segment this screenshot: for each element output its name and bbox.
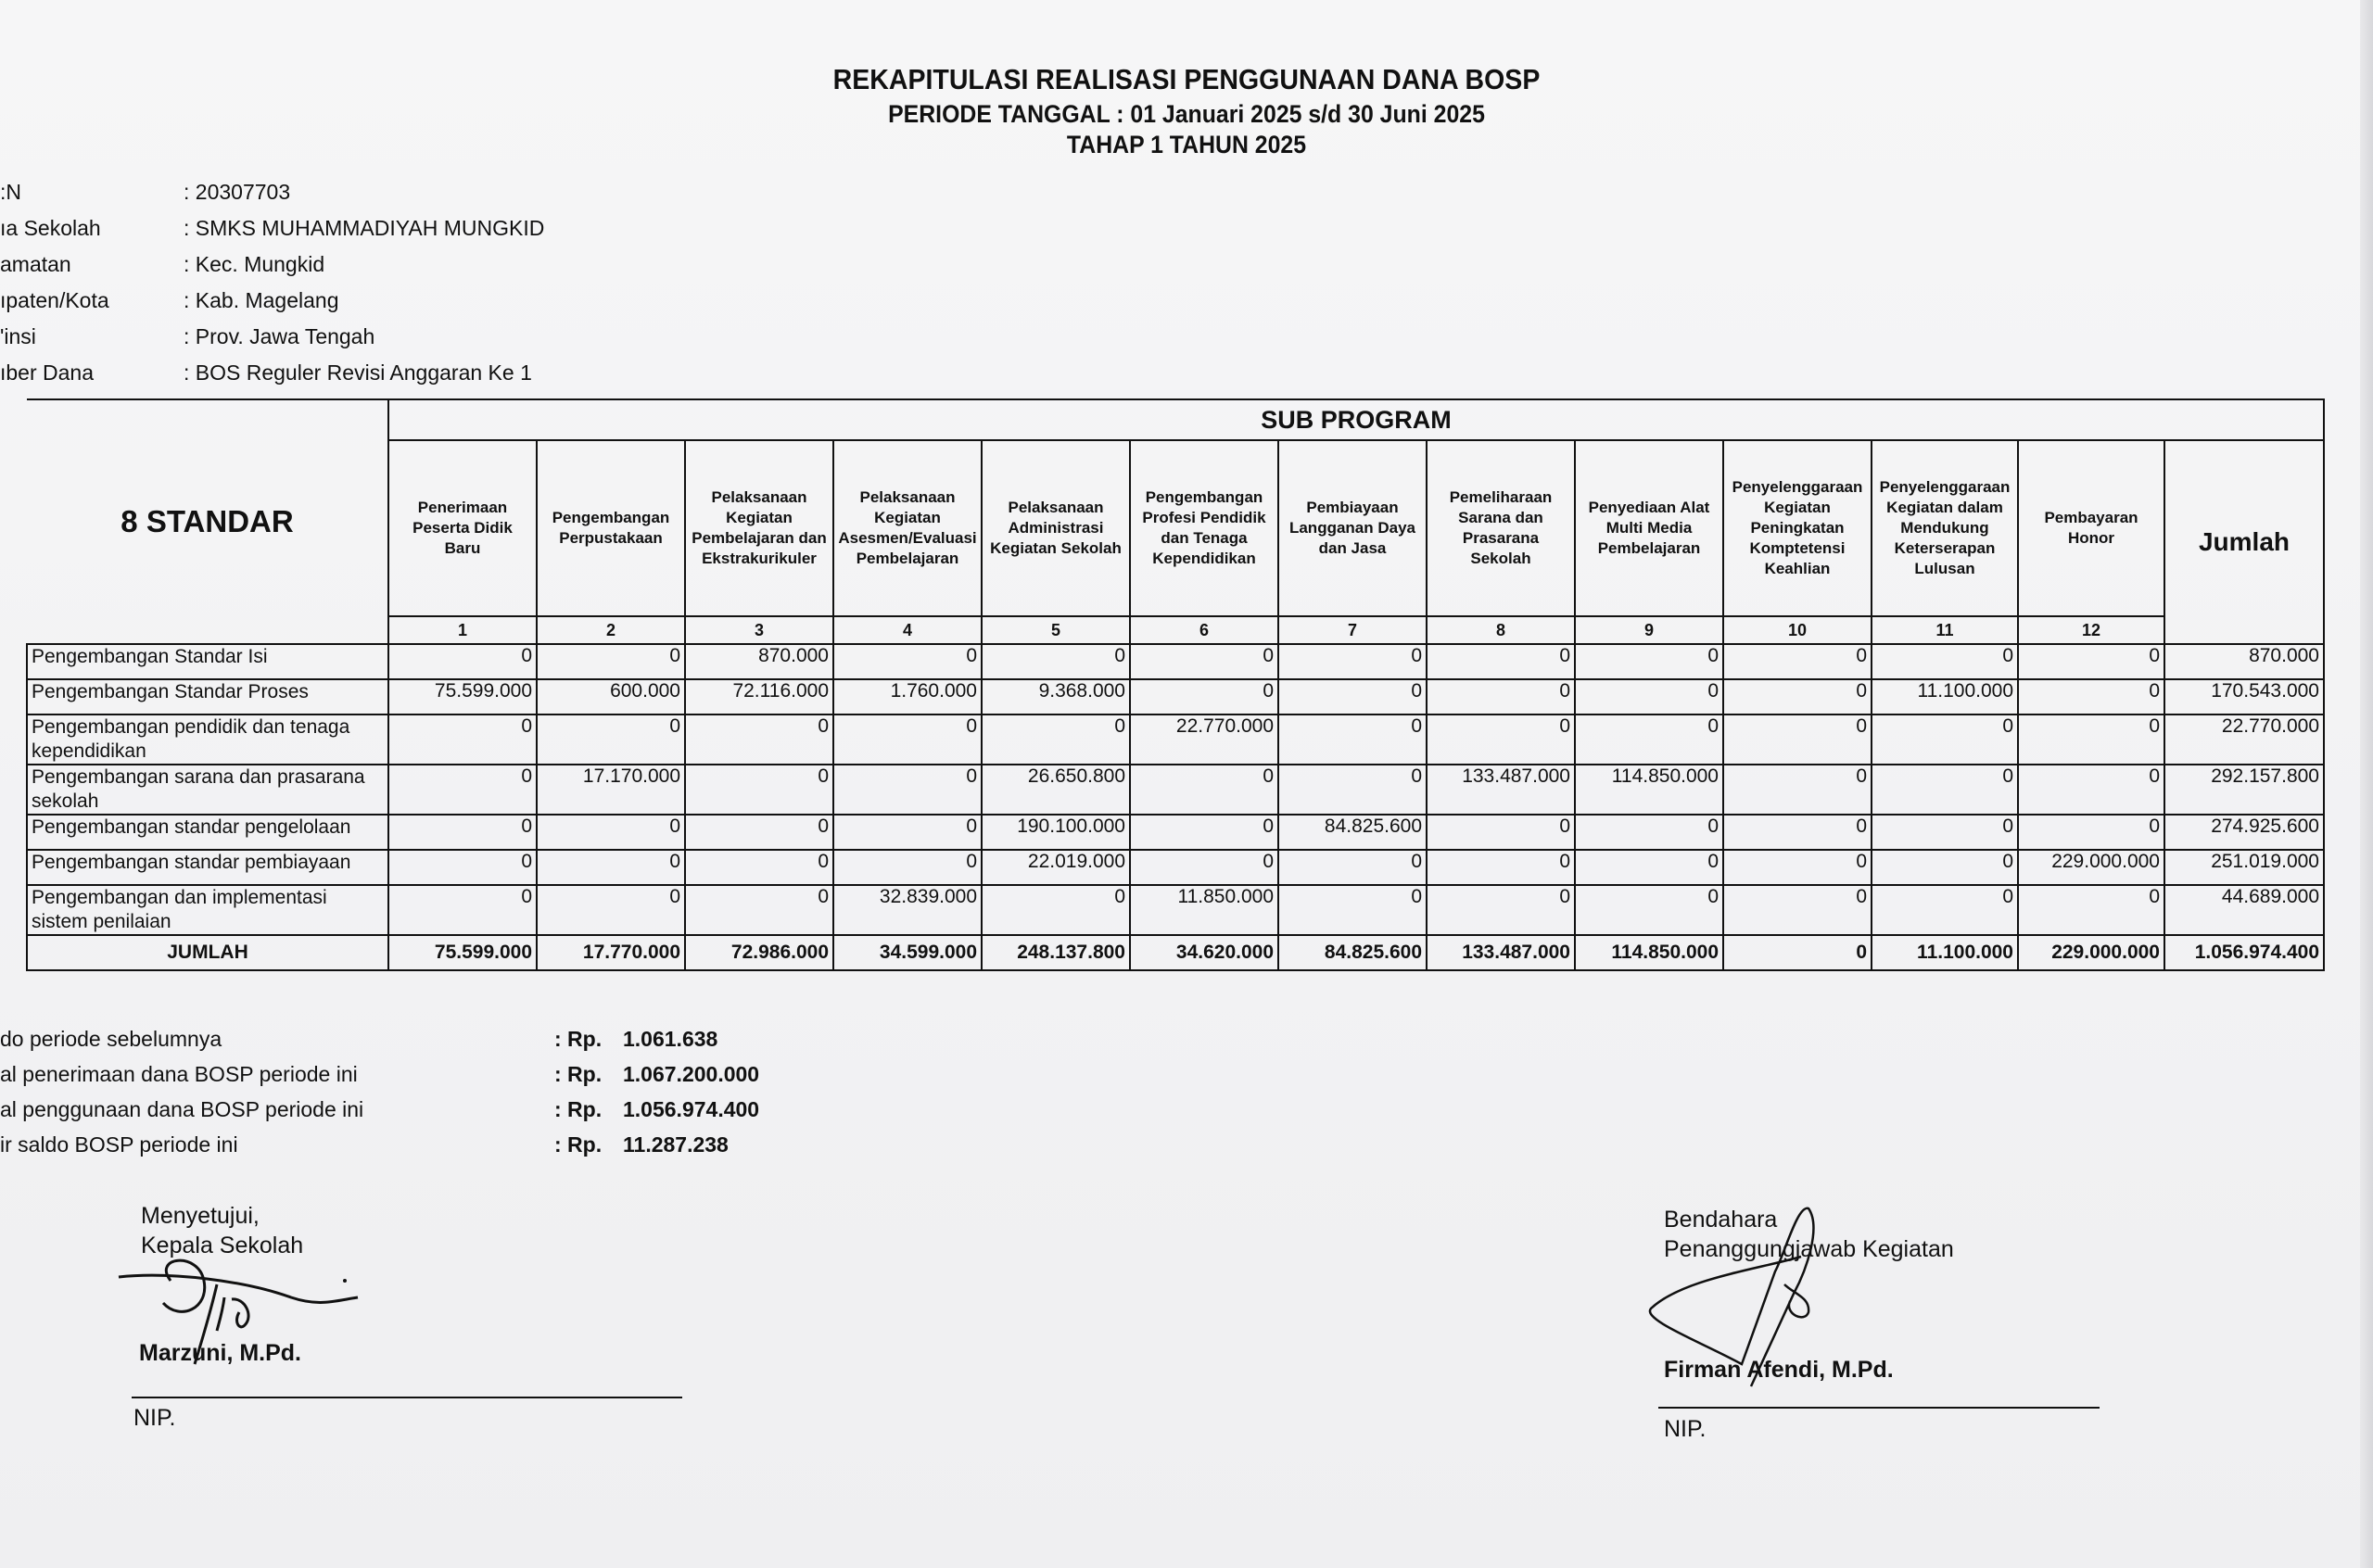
row-total: 251.019.000: [2164, 850, 2324, 885]
cell-value: 0: [685, 765, 833, 815]
cell-value: 0: [1723, 679, 1872, 714]
cell-value: 870.000: [685, 644, 833, 679]
cell-value: 17.170.000: [537, 765, 685, 815]
signatory-nip: NIP.: [133, 1405, 176, 1431]
column-header-12: Pembayaran Honor: [2018, 440, 2164, 616]
cell-value: 11.100.000: [1872, 679, 2018, 714]
cell-value: 0: [1427, 850, 1575, 885]
cell-value: 0: [1575, 679, 1723, 714]
column-header-9: Penyediaan Alat Multi Media Pembelajaran: [1575, 440, 1723, 616]
info-label: ıpaten/Kota: [0, 288, 109, 312]
cell-value: 229.000.000: [2018, 850, 2164, 885]
cell-value: 0: [2018, 714, 2164, 765]
column-total: 34.620.000: [1130, 935, 1278, 970]
column-number-1: 1: [388, 616, 537, 644]
cell-value: 0: [388, 765, 537, 815]
summary-label: ir saldo BOSP periode ini: [0, 1132, 238, 1157]
cell-value: 72.116.000: [685, 679, 833, 714]
summary-value: 11.287.238: [623, 1132, 729, 1157]
cell-value: 0: [388, 815, 537, 850]
column-total: 0: [1723, 935, 1872, 970]
column-number-8: 8: [1427, 616, 1575, 644]
summary-label: al penerimaan dana BOSP periode ini: [0, 1062, 358, 1086]
row-total: 22.770.000: [2164, 714, 2324, 765]
column-number-12: 12: [2018, 616, 2164, 644]
column-number-7: 7: [1278, 616, 1427, 644]
cell-value: 190.100.000: [982, 815, 1130, 850]
cell-value: 22.019.000: [982, 850, 1130, 885]
cell-value: 0: [2018, 765, 2164, 815]
cell-value: 0: [1872, 714, 2018, 765]
column-header-5: Pelaksanaan Administrasi Kegiatan Sekolah: [982, 440, 1130, 616]
cell-value: 0: [833, 850, 982, 885]
column-header-7: Pembiayaan Langganan Daya dan Jasa: [1278, 440, 1427, 616]
cell-value: 0: [1130, 815, 1278, 850]
column-total: 11.100.000: [1872, 935, 2018, 970]
column-header-3: Pelaksanaan Kegiatan Pembelajaran dan Ekstrakurikuler: [685, 440, 833, 616]
document-stage: TAHAP 1 TAHUN 2025: [1066, 131, 1307, 158]
cell-value: 22.770.000: [1130, 714, 1278, 765]
info-label: ıa Sekolah: [0, 216, 101, 240]
column-total: 17.770.000: [537, 935, 685, 970]
row-label: Pengembangan pendidik dan tenaga kependidikan: [27, 714, 388, 765]
cell-value: 0: [1872, 765, 2018, 815]
row-total: 44.689.000: [2164, 885, 2324, 935]
row-label: Pengembangan Standar Isi: [27, 644, 388, 679]
cell-value: 0: [1278, 850, 1427, 885]
cell-value: 0: [1872, 850, 2018, 885]
cell-value: 0: [1278, 644, 1427, 679]
cell-value: 0: [2018, 815, 2164, 850]
cell-value: 26.650.800: [982, 765, 1130, 815]
info-value: : Kab. Magelang: [184, 288, 339, 312]
column-number-3: 3: [685, 616, 833, 644]
cell-value: 0: [833, 714, 982, 765]
column-total: 34.599.000: [833, 935, 982, 970]
column-number-5: 5: [982, 616, 1130, 644]
cell-value: 0: [1427, 885, 1575, 935]
row-total: 292.157.800: [2164, 765, 2324, 815]
cell-value: 133.487.000: [1427, 765, 1575, 815]
signature-line: [132, 1397, 682, 1398]
row-label: Pengembangan sarana dan prasarana sekolah: [27, 765, 388, 815]
column-header-2: Pengembangan Perpustakaan: [537, 440, 685, 616]
signature-role-line1: Bendahara: [1664, 1207, 1778, 1233]
summary-value: 1.061.638: [623, 1027, 718, 1051]
cell-value: 600.000: [537, 679, 685, 714]
column-header-1: Penerimaan Peserta Didik Baru: [388, 440, 537, 616]
cell-value: 0: [537, 885, 685, 935]
cell-value: 0: [537, 714, 685, 765]
cell-value: 0: [1723, 765, 1872, 815]
cell-value: 0: [1427, 714, 1575, 765]
cell-value: 0: [388, 850, 537, 885]
currency-label: : Rp.: [554, 1132, 603, 1157]
signature-line: [1658, 1407, 2100, 1409]
cell-value: 0: [833, 644, 982, 679]
sub-program-header: SUB PROGRAM: [388, 399, 2324, 440]
cell-value: 0: [1723, 815, 1872, 850]
cell-value: 0: [833, 765, 982, 815]
cell-value: 0: [982, 714, 1130, 765]
cell-value: 0: [388, 885, 537, 935]
column-header-6: Pengembangan Profesi Pendidik dan Tenaga Kependidikan: [1130, 440, 1278, 616]
cell-value: 84.825.600: [1278, 815, 1427, 850]
column-number-11: 11: [1872, 616, 2018, 644]
column-total: 133.487.000: [1427, 935, 1575, 970]
cell-value: 11.850.000: [1130, 885, 1278, 935]
cell-value: 0: [1575, 644, 1723, 679]
row-label: Pengembangan dan implementasi sistem penilaian: [27, 885, 388, 935]
column-header-10: Penyelenggaraan Kegiatan Peningkatan Komptetensi Keahlian: [1723, 440, 1872, 616]
row-total: 870.000: [2164, 644, 2324, 679]
column-total: 84.825.600: [1278, 935, 1427, 970]
cell-value: 0: [2018, 644, 2164, 679]
cell-value: 9.368.000: [982, 679, 1130, 714]
cell-value: 0: [1427, 679, 1575, 714]
column-total: 114.850.000: [1575, 935, 1723, 970]
info-label: 'insi: [0, 324, 36, 348]
info-label: amatan: [0, 252, 71, 276]
document-header: [0, 61, 2373, 159]
row-label: Pengembangan standar pembiayaan: [27, 850, 388, 885]
row-label: Pengembangan Standar Proses: [27, 679, 388, 714]
cell-value: 0: [388, 714, 537, 765]
cell-value: 0: [1278, 679, 1427, 714]
cell-value: 0: [1278, 885, 1427, 935]
cell-value: 1.760.000: [833, 679, 982, 714]
table-row: [27, 714, 2324, 765]
cell-value: 0: [1427, 644, 1575, 679]
cell-value: 0: [2018, 885, 2164, 935]
column-total: 75.599.000: [388, 935, 537, 970]
cell-value: 0: [1278, 765, 1427, 815]
summary-value: 1.056.974.400: [623, 1097, 760, 1121]
cell-value: 0: [1723, 714, 1872, 765]
document-period: PERIODE TANGGAL : 01 Januari 2025 s/d 30 Juni 2025: [888, 100, 1485, 128]
currency-label: : Rp.: [554, 1097, 603, 1121]
cell-value: 0: [833, 815, 982, 850]
info-label: :N: [0, 180, 21, 204]
cell-value: 0: [537, 815, 685, 850]
cell-value: 0: [537, 850, 685, 885]
column-total: 248.137.800: [982, 935, 1130, 970]
cell-value: 114.850.000: [1575, 765, 1723, 815]
cell-value: 0: [982, 885, 1130, 935]
column-total: 72.986.000: [685, 935, 833, 970]
cell-value: 0: [1575, 815, 1723, 850]
cell-value: 0: [1427, 815, 1575, 850]
currency-label: : Rp.: [554, 1062, 603, 1086]
page-edge: [2360, 0, 2373, 1568]
total-label: JUMLAH: [27, 935, 388, 970]
currency-label: : Rp.: [554, 1027, 603, 1051]
standar-header: 8 STANDAR: [27, 399, 388, 644]
cell-value: 0: [1575, 885, 1723, 935]
cell-value: 0: [982, 644, 1130, 679]
table-row: [27, 885, 2324, 935]
cell-value: 0: [1872, 885, 2018, 935]
signature-approval-label: Menyetujui,: [141, 1203, 260, 1229]
cell-value: 0: [685, 850, 833, 885]
cell-value: 0: [1130, 644, 1278, 679]
table-row: [27, 815, 2324, 850]
info-value: : BOS Reguler Revisi Anggaran Ke 1: [184, 360, 532, 385]
jumlah-header: Jumlah: [2164, 440, 2324, 644]
column-number-2: 2: [537, 616, 685, 644]
info-value: : Kec. Mungkid: [184, 252, 325, 276]
table-row: [27, 850, 2324, 885]
summary-value: 1.067.200.000: [623, 1062, 760, 1086]
cell-value: 0: [388, 644, 537, 679]
cell-value: 0: [1130, 850, 1278, 885]
column-number-4: 4: [833, 616, 982, 644]
column-number-10: 10: [1723, 616, 1872, 644]
cell-value: 0: [1723, 644, 1872, 679]
signature-block-principal: [133, 1201, 697, 1442]
total-row: [27, 935, 2324, 970]
column-header-11: Penyelenggaraan Kegiatan dalam Mendukung Keterserapan Lulusan: [1872, 440, 2018, 616]
cell-value: 0: [685, 815, 833, 850]
signature-role: Kepala Sekolah: [141, 1233, 304, 1258]
row-total: 170.543.000: [2164, 679, 2324, 714]
document-title: REKAPITULASI REALISASI PENGGUNAAN DANA BOSP: [832, 63, 1541, 95]
cell-value: 0: [1130, 765, 1278, 815]
cell-value: 0: [685, 714, 833, 765]
info-value: : SMKS MUHAMMADIYAH MUNGKID: [184, 216, 545, 240]
signatory-name: Marzuni, M.Pd.: [139, 1340, 301, 1366]
cell-value: 75.599.000: [388, 679, 537, 714]
cell-value: 0: [1575, 714, 1723, 765]
column-number-6: 6: [1130, 616, 1278, 644]
info-label: ıber Dana: [0, 360, 95, 385]
cell-value: 0: [537, 644, 685, 679]
summary-label: al penggunaan dana BOSP periode ini: [0, 1097, 364, 1121]
column-total: 229.000.000: [2018, 935, 2164, 970]
column-header-8: Pemeliharaan Sarana dan Prasarana Sekolah: [1427, 440, 1575, 616]
cell-value: 0: [2018, 679, 2164, 714]
signature-role-line2: Penanggungjawab Kegiatan: [1664, 1236, 1954, 1262]
cell-value: 0: [685, 885, 833, 935]
cell-value: 32.839.000: [833, 885, 982, 935]
signature-block-treasurer: [1664, 1205, 2109, 1446]
grand-total: 1.056.974.400: [2164, 935, 2324, 970]
cell-value: 0: [1723, 885, 1872, 935]
cell-value: 0: [1872, 815, 2018, 850]
summary-label: do periode sebelumnya: [0, 1027, 222, 1051]
cell-value: 0: [1130, 679, 1278, 714]
row-total: 274.925.600: [2164, 815, 2324, 850]
cell-value: 0: [1575, 850, 1723, 885]
info-value: : 20307703: [184, 180, 291, 204]
row-label: Pengembangan standar pengelolaan: [27, 815, 388, 850]
column-header-4: Pelaksanaan Kegiatan Asesmen/Evaluasi Pembelajaran: [833, 440, 982, 616]
cell-value: 0: [1278, 714, 1427, 765]
table-row: [27, 765, 2324, 815]
signatory-name: Firman Afendi, M.Pd.: [1664, 1357, 1894, 1383]
table-row: [27, 644, 2324, 679]
recap-table: [26, 398, 2325, 971]
signatory-nip: NIP.: [1664, 1416, 1707, 1442]
info-value: : Prov. Jawa Tengah: [184, 324, 375, 348]
cell-value: 0: [1723, 850, 1872, 885]
table-row: [27, 679, 2324, 714]
column-number-9: 9: [1575, 616, 1723, 644]
cell-value: 0: [1872, 644, 2018, 679]
